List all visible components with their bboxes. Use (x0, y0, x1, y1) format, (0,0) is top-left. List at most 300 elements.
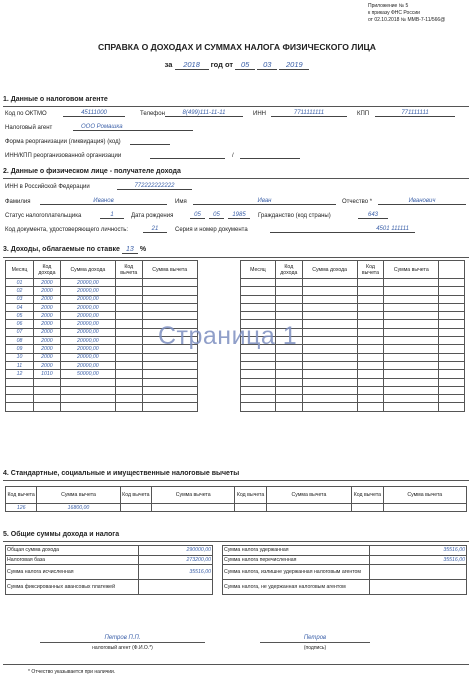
totals-value (139, 580, 213, 595)
income-cell: 2000 (33, 361, 60, 369)
deduction-cell (266, 504, 352, 512)
appendix-line-1: Приложение № 5 (368, 3, 409, 9)
income-cell-empty (275, 287, 302, 295)
income-cell: 2000 (33, 328, 60, 336)
status-label: Статус налогоплательщика (5, 213, 82, 219)
income-cell-empty (439, 287, 465, 295)
income-cell-empty (302, 328, 357, 336)
income-cell-empty (142, 395, 197, 403)
income-cell-empty (197, 378, 229, 386)
income-cell-empty (302, 287, 357, 295)
income-cell-empty (241, 378, 276, 386)
table-row (6, 386, 230, 394)
totals-value: 35516,00 (370, 555, 467, 565)
income-cell-empty (357, 378, 384, 386)
signature-value: Петров (303, 635, 327, 641)
period-prefix: за (164, 60, 173, 69)
income-cell-empty (384, 386, 439, 394)
oktmo-label: Код по ОКТМО (5, 111, 47, 117)
income-cell-empty (302, 312, 357, 320)
totals-row (6, 555, 213, 565)
kpp-label: КПП (357, 111, 370, 117)
income-cell-empty (384, 361, 439, 369)
income-cell (142, 279, 197, 287)
col-income-code: Код дохода (33, 261, 60, 279)
income-cell: 20000,00 (60, 337, 115, 345)
table-row (241, 353, 465, 361)
reorg-inn-label: ИНН/КПП реорганизованной организации (5, 153, 122, 159)
income-cell-empty (384, 328, 439, 336)
income-cell-empty (439, 295, 465, 303)
reorg-inn-field (150, 152, 225, 159)
table-row (241, 386, 465, 394)
income-cell (115, 295, 142, 303)
income-cell-empty (241, 370, 276, 378)
income-cell-empty (275, 395, 302, 403)
section1-title: 1. Данные о налоговом агенте (3, 96, 108, 103)
section3-title-text: 3. Доходы, облагаемые по ставке (3, 246, 120, 253)
income-cell-empty (357, 320, 384, 328)
income-cell-empty (439, 403, 465, 411)
income-cell-empty (357, 295, 384, 303)
income-cell-empty (241, 361, 276, 369)
table-row (241, 361, 465, 369)
income-cell-empty (302, 395, 357, 403)
income-cell-empty (275, 353, 302, 361)
totals-row (223, 546, 467, 556)
blank-cell (197, 312, 229, 320)
totals-label: Налоговая база (6, 555, 139, 565)
income-cell-empty (439, 328, 465, 336)
appendix-line-3: от 02.10.2018 № ММВ-7-11/566@ (368, 17, 446, 23)
table-row (241, 303, 465, 311)
col-income-code-2: Код дохода (275, 261, 302, 279)
table-row (241, 395, 465, 403)
income-cell-empty (241, 303, 276, 311)
income-cell: 05 (6, 312, 34, 320)
income-cell-empty (275, 361, 302, 369)
income-cell: 01 (6, 279, 34, 287)
income-cell (115, 361, 142, 369)
name-label: Имя (175, 199, 187, 205)
col-month-2: Месяц (241, 261, 276, 279)
col-income-sum-2: Сумма дохода (302, 261, 357, 279)
income-cell-empty (357, 403, 384, 411)
income-cell (142, 295, 197, 303)
income-cell (115, 287, 142, 295)
deduction-header: Сумма вычета (383, 487, 466, 504)
income-cell-empty (197, 386, 229, 394)
blank-cell (197, 287, 229, 295)
income-cell: 20000,00 (60, 361, 115, 369)
totals-table-left (5, 545, 213, 595)
income-cell-empty (6, 403, 34, 411)
income-cell-empty (384, 403, 439, 411)
income-cell-empty (439, 378, 465, 386)
income-cell-empty (115, 403, 142, 411)
income-cell-empty (142, 386, 197, 394)
income-cell: 20000,00 (60, 320, 115, 328)
income-cell-empty (6, 386, 34, 394)
income-cell: 20000,00 (60, 353, 115, 361)
kpp-value: 771111111 (375, 110, 455, 117)
totals-label: Сумма фиксированных авансовых платежей (6, 580, 139, 595)
income-cell-empty (275, 279, 302, 287)
income-cell-empty (302, 403, 357, 411)
income-cell: 20000,00 (60, 345, 115, 353)
table-row (241, 312, 465, 320)
income-cell: 2000 (33, 337, 60, 345)
dob-day: 05 (190, 212, 205, 219)
deduction-header: Сумма вычета (37, 487, 120, 504)
income-cell (142, 370, 197, 378)
income-cell (142, 312, 197, 320)
income-cell (115, 370, 142, 378)
income-cell-empty (275, 303, 302, 311)
period-month: 03 (257, 60, 277, 70)
income-cell-empty (302, 279, 357, 287)
period-line (0, 60, 474, 70)
income-cell-empty (241, 295, 276, 303)
table-row (241, 378, 465, 386)
doc-code-label: Код документа, удостоверяющего личность: (5, 227, 129, 233)
deduction-cell (352, 504, 383, 512)
income-cell-empty (357, 312, 384, 320)
income-cell-empty (439, 337, 465, 345)
income-cell-empty (115, 378, 142, 386)
income-cell: 2000 (33, 320, 60, 328)
deduction-cell: 16800,00 (37, 504, 120, 512)
section4-title: 4. Стандартные, социальные и имущественные налоговые вычеты (3, 470, 240, 477)
tax-rate: 13 (122, 246, 138, 254)
surname-value: Иванов (40, 198, 167, 205)
income-cell-empty (60, 378, 115, 386)
status-value: 1 (100, 212, 124, 219)
period-mid: год от (210, 60, 234, 69)
totals-label: Сумма налога перечисленная (223, 555, 370, 565)
doc-series-label: Серия и номер документа (175, 227, 248, 233)
income-cell-empty (357, 279, 384, 287)
income-cell-empty (275, 312, 302, 320)
deduction-header: Код вычета (6, 487, 37, 504)
col-deduction-sum: Сумма вычета (142, 261, 197, 279)
patronymic-label: Отчество * (342, 199, 373, 205)
income-cell: 03 (6, 295, 34, 303)
income-cell-empty (439, 303, 465, 311)
income-cell-empty (60, 403, 115, 411)
income-cell: 06 (6, 320, 34, 328)
income-cell: 20000,00 (60, 295, 115, 303)
income-cell-empty (275, 386, 302, 394)
income-cell (115, 337, 142, 345)
blank-cell (197, 295, 229, 303)
appendix-line-2: к приказу ФНС России (368, 10, 420, 16)
dob-year: 1985 (228, 212, 250, 219)
income-cell (142, 353, 197, 361)
income-cell-empty (384, 312, 439, 320)
income-cell-empty (197, 395, 229, 403)
table-row (241, 287, 465, 295)
income-cell-empty (302, 295, 357, 303)
table-row (241, 295, 465, 303)
agent-label: Налоговый агент (5, 125, 53, 131)
reorg-form-label: Форма реорганизации (ликвидация) (код) (5, 139, 121, 145)
totals-value: 290000,00 (139, 546, 213, 556)
income-cell-empty (142, 378, 197, 386)
totals-row (6, 580, 213, 595)
oktmo-value: 45111000 (63, 110, 125, 117)
surname-label: Фамилия (5, 199, 31, 205)
income-cell-empty (439, 370, 465, 378)
totals-label: Сумма налога удержанная (223, 546, 370, 556)
col-deduction-code: Код вычета (115, 261, 142, 279)
income-cell-empty (357, 370, 384, 378)
income-cell: 2000 (33, 295, 60, 303)
doc-series-value: 4501 111111 (270, 226, 415, 233)
income-cell: 20000,00 (60, 312, 115, 320)
income-cell-empty (241, 279, 276, 287)
income-cell-empty (241, 395, 276, 403)
income-cell (115, 353, 142, 361)
income-cell: 04 (6, 303, 34, 311)
income-cell-empty (115, 386, 142, 394)
income-cell-empty (275, 378, 302, 386)
income-cell: 07 (6, 328, 34, 336)
income-cell-empty (384, 378, 439, 386)
blank-cell (197, 279, 229, 287)
deduction-cell: 126 (6, 504, 37, 512)
income-cell: 20000,00 (60, 328, 115, 336)
period-year: 2018 (175, 60, 209, 70)
page-title: СПРАВКА О ДОХОДАХ И СУММАХ НАЛОГА ФИЗИЧЕСКОГО ЛИЦА (98, 42, 376, 52)
income-cell-empty (384, 370, 439, 378)
income-cell-empty (357, 395, 384, 403)
income-cell: 2000 (33, 279, 60, 287)
agent-signature-caption: налоговый агент (Ф.И.О.*) (92, 645, 153, 651)
totals-row (6, 546, 213, 556)
totals-row (6, 565, 213, 580)
income-cell-empty (357, 337, 384, 345)
income-cell-empty (357, 328, 384, 336)
totals-row (223, 580, 467, 595)
percent-sign: % (139, 246, 147, 253)
page-watermark: Страница 1 (158, 322, 298, 350)
col-blank-2 (439, 261, 465, 279)
income-cell-empty (275, 295, 302, 303)
totals-row (223, 555, 467, 565)
income-cell (115, 303, 142, 311)
income-cell-empty (302, 386, 357, 394)
table-row (6, 353, 230, 361)
blank-cell (197, 370, 229, 378)
income-cell: 2000 (33, 303, 60, 311)
income-cell (115, 345, 142, 353)
income-cell-empty (6, 378, 34, 386)
doc-code-value: 21 (143, 226, 167, 233)
col-blank (197, 261, 229, 279)
totals-value: 35516,00 (370, 546, 467, 556)
deductions-table (5, 486, 467, 512)
totals-label: Сумма налога исчисленная (6, 565, 139, 580)
income-cell (142, 287, 197, 295)
citizenship-value: 643 (358, 212, 388, 219)
income-cell-empty (384, 345, 439, 353)
income-cell (142, 303, 197, 311)
period-year2: 2019 (279, 60, 309, 70)
income-cell-empty (302, 353, 357, 361)
income-cell-empty (241, 312, 276, 320)
citizenship-label: Гражданство (код страны) (258, 213, 331, 219)
totals-value: 273200,00 (139, 555, 213, 565)
income-cell-empty (302, 320, 357, 328)
income-cell (115, 312, 142, 320)
inn-agent-label: ИНН (253, 111, 266, 117)
section2-title: 2. Данные о физическом лице - получателе дохода (3, 168, 181, 175)
table-row (241, 279, 465, 287)
col-deduction-code-2: Код вычета (357, 261, 384, 279)
income-cell-empty (384, 287, 439, 295)
col-month: Месяц (6, 261, 34, 279)
income-cell: 50000,00 (60, 370, 115, 378)
income-cell-empty (302, 378, 357, 386)
income-cell-empty (384, 320, 439, 328)
income-cell-empty (357, 353, 384, 361)
deduction-cell (152, 504, 235, 512)
income-cell-empty (439, 395, 465, 403)
income-cell-empty (357, 303, 384, 311)
income-cell: 1010 (33, 370, 60, 378)
footnote: * Отчество указывается при наличии. (28, 669, 116, 675)
inn-agent-value: 7711111111 (271, 110, 347, 117)
name-value: Иван (193, 198, 336, 205)
income-cell-empty (302, 370, 357, 378)
phone-label: Телефон (140, 111, 165, 117)
section5-title: 5. Общие суммы дохода и налога (3, 531, 120, 538)
deduction-cell (383, 504, 466, 512)
deduction-header: Сумма вычета (266, 487, 352, 504)
inn-person-label: ИНН в Российской Федерации (5, 184, 90, 190)
income-cell: 09 (6, 345, 34, 353)
deduction-header: Код вычета (235, 487, 266, 504)
deduction-header: Код вычета (120, 487, 151, 504)
table-row (6, 295, 230, 303)
patronymic-value: Иванович (378, 198, 466, 205)
income-cell-empty (439, 386, 465, 394)
income-cell-empty (357, 386, 384, 394)
income-cell (115, 320, 142, 328)
reorg-slash: / (232, 153, 234, 159)
income-cell-empty (241, 353, 276, 361)
table-row (6, 279, 230, 287)
totals-label: Общая сумма дохода (6, 546, 139, 556)
col-income-sum: Сумма дохода (60, 261, 115, 279)
income-cell-empty (384, 395, 439, 403)
income-cell-empty (302, 303, 357, 311)
deduction-header: Код вычета (352, 487, 383, 504)
income-cell: 12 (6, 370, 34, 378)
income-cell-empty (384, 303, 439, 311)
income-cell-empty (439, 320, 465, 328)
income-cell (115, 279, 142, 287)
inn-person-value: 772222222222 (117, 183, 192, 190)
income-cell-empty (241, 386, 276, 394)
income-cell-empty (33, 378, 60, 386)
period-day: 05 (235, 60, 255, 70)
totals-value (370, 565, 467, 580)
income-cell: 10 (6, 353, 34, 361)
income-cell: 2000 (33, 345, 60, 353)
income-cell-empty (33, 403, 60, 411)
totals-value: 35516,00 (139, 565, 213, 580)
income-cell-empty (275, 403, 302, 411)
income-cell-empty (33, 395, 60, 403)
blank-cell (197, 303, 229, 311)
table-row (6, 370, 230, 378)
table-row (241, 370, 465, 378)
income-cell: 20000,00 (60, 279, 115, 287)
signature-caption: (подпись) (303, 645, 327, 651)
table-row (6, 395, 230, 403)
table-row (6, 403, 230, 411)
totals-value (370, 580, 467, 595)
blank-cell (197, 361, 229, 369)
income-cell-empty (60, 395, 115, 403)
income-cell-empty (302, 337, 357, 345)
income-cell-empty (357, 345, 384, 353)
totals-row (223, 565, 467, 580)
income-cell-empty (115, 395, 142, 403)
income-cell-empty (302, 361, 357, 369)
agent-signature-name: Петров П.П. (104, 635, 141, 641)
income-cell: 20000,00 (60, 303, 115, 311)
col-deduction-sum-2: Сумма вычета (384, 261, 439, 279)
income-cell (115, 328, 142, 336)
income-cell-empty (33, 386, 60, 394)
income-cell-empty (197, 403, 229, 411)
income-cell-empty (384, 279, 439, 287)
deduction-cell (120, 504, 151, 512)
totals-label: Сумма налога, излишне удержанная налоговым агентом (223, 565, 370, 580)
blank-cell (197, 353, 229, 361)
income-cell-empty (384, 295, 439, 303)
table-row (6, 378, 230, 386)
totals-table-right (222, 545, 467, 595)
section3-title (3, 246, 146, 254)
agent-value: ООО Ромашка (73, 124, 193, 131)
table-row (6, 303, 230, 311)
income-cell: 11 (6, 361, 34, 369)
income-cell: 08 (6, 337, 34, 345)
dob-month: 05 (209, 212, 224, 219)
income-cell-empty (439, 312, 465, 320)
income-cell-empty (241, 403, 276, 411)
income-cell-empty (6, 395, 34, 403)
income-cell-empty (302, 345, 357, 353)
income-cell: 2000 (33, 353, 60, 361)
income-cell: 02 (6, 287, 34, 295)
reorg-kpp-field (240, 152, 300, 159)
income-cell-empty (142, 403, 197, 411)
table-row (6, 287, 230, 295)
income-cell (142, 361, 197, 369)
income-cell-empty (241, 287, 276, 295)
income-cell-empty (439, 345, 465, 353)
income-cell-empty (357, 287, 384, 295)
deduction-cell (235, 504, 266, 512)
income-cell-empty (384, 337, 439, 345)
income-cell-empty (357, 361, 384, 369)
phone-value: 8(499)111-11-11 (165, 110, 243, 117)
